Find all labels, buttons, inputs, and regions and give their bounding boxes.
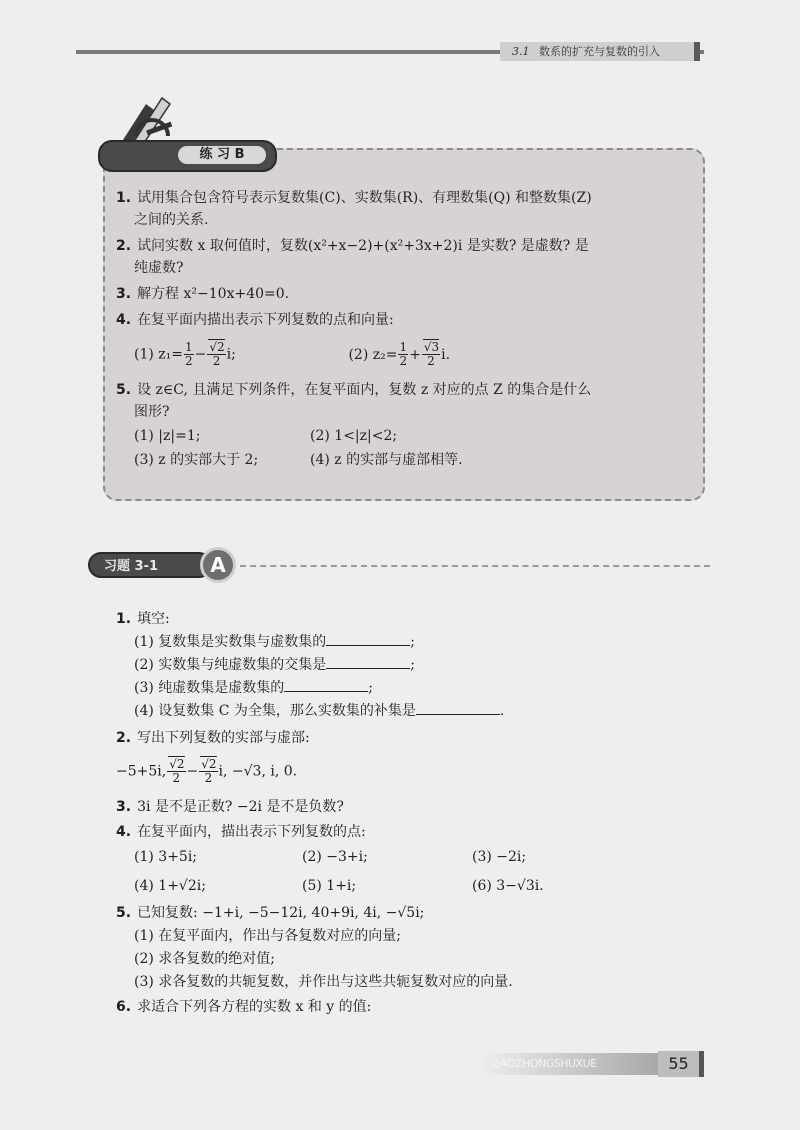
section-divider bbox=[240, 565, 710, 567]
q-number: 3. bbox=[116, 286, 132, 302]
q-number: 6. bbox=[116, 999, 132, 1015]
q-text: 试问实数 x 取何值时，复数(x²+x−2)+(x²+3x+2)i 是实数? 是虚数? 是 bbox=[137, 238, 589, 254]
fraction: √ $\frac{3}{2}$ bbox=[422, 341, 440, 368]
q-text: 填空: bbox=[137, 611, 170, 627]
practice-q1 bbox=[116, 187, 696, 209]
part: (1) 3+5i; bbox=[134, 849, 198, 865]
practice-q4 bbox=[116, 309, 696, 331]
exercise-q6 bbox=[116, 996, 716, 1019]
q-text: 已知复数: −1+i, −5−12i, 40+9i, 4i, −√5i; bbox=[137, 905, 425, 921]
q-number: 4. bbox=[116, 824, 132, 840]
q-text: 设 z∈C, 且满足下列条件，在复平面内，复数 z 对应的点 Z 的集合是什么 bbox=[137, 382, 592, 398]
q4-part-2: (2) z₂= $\frac{1}{2}$ + √ $\frac{3}{2}$ i. bbox=[348, 347, 450, 363]
part: (5) 1+i; bbox=[302, 878, 357, 894]
exercise-q2 bbox=[116, 727, 716, 750]
practice-q2 bbox=[116, 235, 696, 257]
q-text: 写出下列复数的实部与虚部: bbox=[137, 730, 310, 746]
q-text: 在复平面内，描出表示下列复数的点: bbox=[137, 824, 366, 840]
exercise-q2-list: −5+5i, √ $\frac{2}{2}$ − √ $\frac{2}{2}$ i, −√3, i, 0. bbox=[116, 758, 716, 790]
exercise-q1-3: (3) 纯虚数集是虚数集的 ; bbox=[116, 677, 716, 700]
part: (1) |z|=1; bbox=[134, 428, 201, 444]
part-end: i; bbox=[226, 346, 236, 363]
q-number: 2. bbox=[116, 238, 132, 254]
part: (2) 1<|z|<2; bbox=[310, 428, 398, 444]
answer-blank bbox=[284, 677, 368, 692]
practice-questions bbox=[116, 187, 696, 471]
part: (2) 求各复数的绝对值; bbox=[134, 951, 275, 967]
level-badge: A bbox=[200, 547, 236, 583]
q-text: 解方程 x²−10x+40=0. bbox=[137, 286, 290, 302]
part: (4) 设复数集 C 为全集，那么实数集的补集是 bbox=[134, 703, 416, 719]
q-number: 4. bbox=[116, 312, 132, 328]
section-title: 数系的扩充与复数的引入 bbox=[539, 45, 660, 58]
exercise-q4-row1 bbox=[116, 846, 716, 869]
part: (4) z 的实部与虚部相等. bbox=[310, 452, 463, 468]
exercise-q3 bbox=[116, 796, 716, 819]
exercise-q1 bbox=[116, 608, 716, 631]
q-text: 试用集合包含符号表示复数集(C)、实数集(R)、有理数集(Q) 和整数集(Z) bbox=[137, 190, 592, 206]
practice-q4-parts bbox=[116, 341, 696, 371]
part: (4) 1+√2i; bbox=[134, 878, 206, 894]
part-end: i. bbox=[441, 346, 451, 363]
fraction: $\frac{1}{2}$ bbox=[185, 340, 193, 368]
part-label: (2) z₂= bbox=[348, 346, 398, 363]
fraction: √ $\frac{2}{2}$ bbox=[167, 758, 185, 785]
part: (3) 纯虚数集是虚数集的 bbox=[134, 680, 285, 696]
q-text-cont: 纯虚数? bbox=[134, 260, 184, 276]
part: (1) 在复平面内，作出与各复数对应的向量; bbox=[134, 928, 401, 944]
exercise-q4 bbox=[116, 821, 716, 844]
exercise-q1-1: (1) 复数集是实数集与虚数集的 ; bbox=[116, 631, 716, 654]
exercise-banner: 习题 3-1 bbox=[88, 552, 212, 578]
running-header bbox=[500, 42, 700, 61]
practice-q5 bbox=[116, 379, 696, 401]
q-text: 在复平面内描出表示下列复数的点和向量: bbox=[137, 312, 394, 328]
part-label: (1) z₁= bbox=[134, 346, 183, 363]
q-number: 5. bbox=[116, 905, 132, 921]
exercise-q5 bbox=[116, 902, 716, 925]
part: (3) −2i; bbox=[472, 849, 527, 865]
section-number: 3.1 bbox=[512, 45, 530, 58]
practice-q5-parts-a bbox=[116, 425, 696, 447]
list-part: i, −√3, i, 0. bbox=[218, 763, 298, 780]
exercise-q1-2: (2) 实数集与纯虚数集的交集是 ; bbox=[116, 654, 716, 677]
q-text: 3i 是不是正数? −2i 是不是负数? bbox=[137, 799, 344, 815]
fraction: √ $\frac{2}{2}$ bbox=[199, 758, 217, 785]
q-number: 1. bbox=[116, 611, 132, 627]
page-number: 55 bbox=[658, 1051, 704, 1077]
practice-q3 bbox=[116, 283, 696, 305]
list-part: −5+5i, bbox=[116, 763, 167, 780]
practice-title: 练 习 B bbox=[178, 146, 266, 164]
fraction: √ $\frac{2}{2}$ bbox=[207, 341, 225, 368]
practice-banner bbox=[98, 140, 277, 172]
exercise-q4-row2 bbox=[116, 875, 716, 898]
part: (2) 实数集与纯虚数集的交集是 bbox=[134, 657, 327, 673]
q-number: 5. bbox=[116, 382, 132, 398]
q-number: 2. bbox=[116, 730, 132, 746]
fraction: $\frac{1}{2}$ bbox=[399, 340, 408, 368]
footer-series: GAOZHONGSHUXUE bbox=[480, 1053, 658, 1075]
answer-blank bbox=[416, 700, 500, 715]
practice-q5-parts-b bbox=[116, 449, 696, 471]
q4-part-1: (1) z₁= $\frac{1}{2}$ − √ $\frac{2}{2}$ i; bbox=[134, 341, 344, 368]
answer-blank bbox=[326, 654, 410, 669]
part: (1) 复数集是实数集与虚数集的 bbox=[134, 634, 327, 650]
exercise-q1-4: (4) 设复数集 C 为全集，那么实数集的补集是 . bbox=[116, 700, 716, 723]
q-number: 3. bbox=[116, 799, 132, 815]
part: (3) 求各复数的共轭复数，并作出与这些共轭复数对应的向量. bbox=[134, 974, 513, 990]
part: (3) z 的实部大于 2; bbox=[134, 452, 259, 468]
part: (2) −3+i; bbox=[302, 849, 368, 865]
q-text: 求适合下列各方程的实数 x 和 y 的值: bbox=[137, 999, 372, 1015]
q-number: 1. bbox=[116, 190, 132, 206]
part: (6) 3−√3i. bbox=[472, 878, 544, 894]
q-text-cont: 图形? bbox=[134, 404, 170, 420]
q-text-cont: 之间的关系. bbox=[134, 212, 209, 228]
exercise-questions bbox=[116, 608, 716, 1019]
answer-blank bbox=[326, 631, 410, 646]
